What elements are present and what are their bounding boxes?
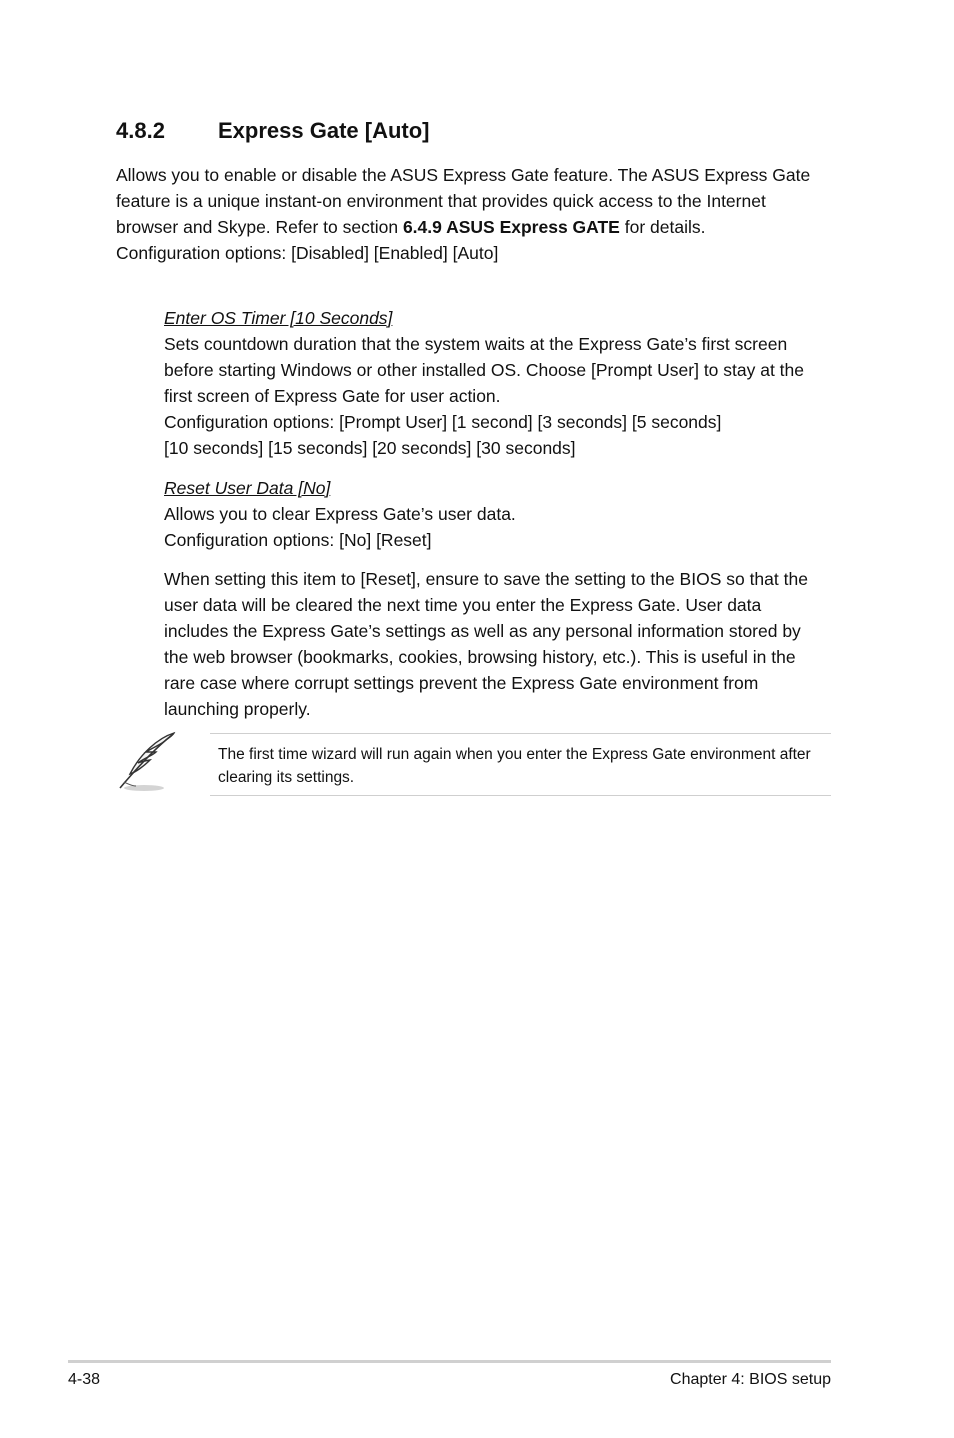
note-box (210, 733, 831, 796)
page-number: 4-38 (68, 1371, 101, 1388)
intro-paragraph (116, 162, 821, 240)
reset-user-data-config: Configuration options: [No] [Reset] (164, 530, 432, 550)
reset-detail-paragraph: When setting this item to [Reset], ensure to save the setting to the BIOS so that the user data will be cleared the next time you enter the Express Gate. User data includes the Express Gate’s settings as well as any personal information stored by the web browser (bookmarks, cookies, browsing history, etc.). This is useful in the rare case where corrupt settings prevent the Express Gate environment from launching properly. (164, 569, 808, 719)
reset-user-data-title: Reset User Data [No] (164, 478, 331, 498)
os-timer-block (164, 305, 829, 461)
intro-block (116, 162, 821, 266)
os-timer-config-line2: [10 seconds] [15 seconds] [20 seconds] [30 seconds] (164, 438, 576, 458)
reset-detail-block (164, 566, 824, 722)
section-title: Express Gate [Auto] (218, 118, 430, 143)
note-text: The first time wizard will run again when you enter the Express Gate environment after clearing its settings. (218, 746, 811, 786)
footer-divider (68, 1360, 831, 1363)
intro-text-end: for details. (619, 217, 706, 237)
chapter-label: Chapter 4: BIOS setup (670, 1371, 831, 1388)
feather-pen-icon (114, 730, 180, 799)
section-heading (116, 118, 430, 144)
os-timer-config-line1: Configuration options: [Prompt User] [1 second] [3 seconds] [5 seconds] (164, 412, 722, 432)
os-timer-title: Enter OS Timer [10 Seconds] (164, 308, 393, 328)
os-timer-description: Sets countdown duration that the system waits at the Express Gate’s first screen before starting Windows or other installed OS. Choose [Prompt User] to stay at the first screen of Express Gate for user action. (164, 334, 805, 406)
intro-text: Allows you to enable or disable the ASUS Express Gate feature. The ASUS Express Gate feature is a unique instant-on environment that provides quick access to the Internet browser and Skype. Refer to section (116, 165, 811, 237)
section-number: 4.8.2 (116, 118, 165, 143)
reset-user-data-block (164, 475, 829, 553)
section-reference: 6.4.9 ASUS Express GATE (402, 217, 620, 237)
reset-user-data-description: Allows you to clear Express Gate’s user data. (164, 504, 516, 524)
intro-config-options: Configuration options: [Disabled] [Enabled] [Auto] (116, 243, 499, 263)
